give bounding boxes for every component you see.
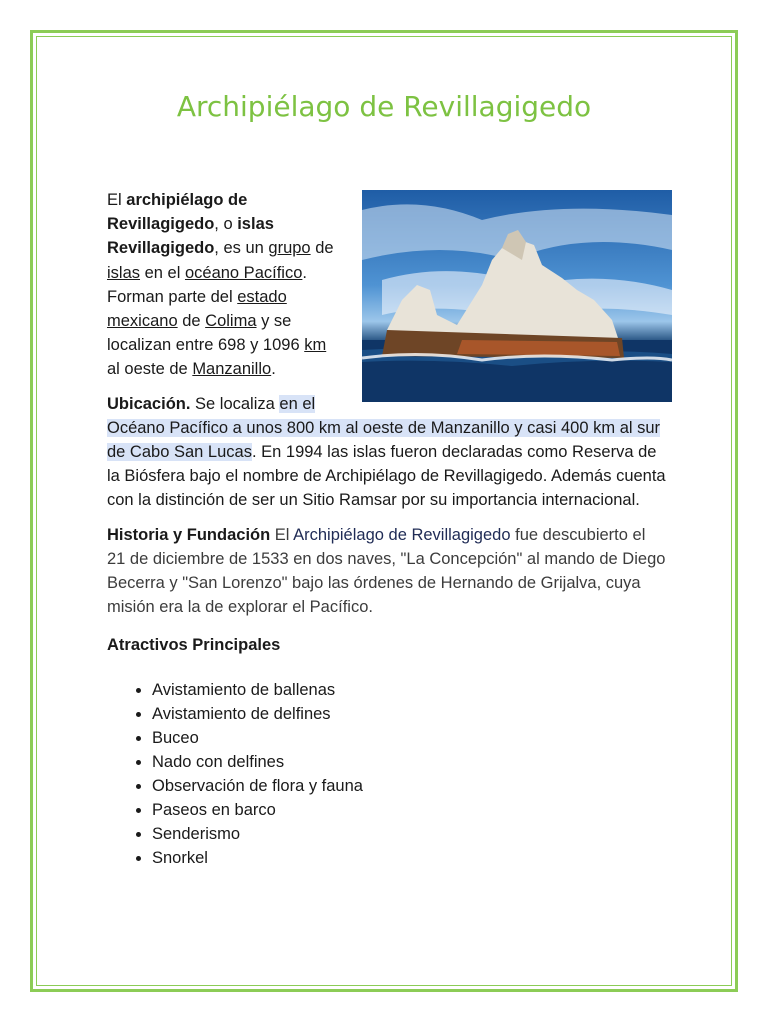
list-item: • Paseos en barco <box>152 798 667 822</box>
page-title: Archipiélago de Revillagigedo <box>176 90 592 123</box>
link-manzanillo[interactable]: Manzanillo <box>192 360 272 379</box>
atractivos-list <box>107 678 667 870</box>
list-item: • Observación de flora y fauna <box>152 774 667 798</box>
island-photo <box>362 190 672 402</box>
link-oceano-pacifico[interactable]: océano Pacífico <box>184 263 303 282</box>
atractivos-heading: Atractivos Principales <box>107 636 281 655</box>
link-islas[interactable]: islas <box>107 263 141 282</box>
historia-heading: Historia y Fundación <box>107 525 271 544</box>
link-km[interactable]: km <box>304 336 327 355</box>
list-item: • Senderismo <box>152 822 667 846</box>
list-item: • Buceo <box>152 726 667 750</box>
atractivos-heading-paragraph <box>107 633 667 657</box>
list-item: • Avistamiento de ballenas <box>152 678 667 702</box>
link-estado-mexicano[interactable]: estado mexicano <box>107 287 287 331</box>
highlighted-text: en el Océano Pacífico a unos 800 km al oeste de Manzanillo y casi 400 km al sur de Cabo San Lucas <box>107 394 661 462</box>
list-item: • Avistamiento de delfines <box>152 702 667 726</box>
list-item: • Nado con delfines <box>152 750 667 774</box>
link-colima[interactable]: Colima <box>205 312 257 331</box>
historia-paragraph: Historia y Fundación El Archipiélago de Revillagigedo fue descubierto el 21 de diciembre de 1533 en dos naves, "La Concepción" al mando de Diego Becerra y "San Lorenzo" bajo las órdenes de Hernando de Grijalva, cuya misión era la de explorar el Pacífico. <box>107 525 666 617</box>
intro-paragraph: El archipiélago de Revillagigedo, o islas Revillagigedo, es un grupo de islas en el océano Pacífico. Forman parte del estado mexicano de Colima y se localizan entre 698 y 1096 km al oeste de Manzanillo. <box>107 191 334 379</box>
link-grupo[interactable]: grupo <box>268 239 311 258</box>
ubicacion-paragraph: Ubicación. Se localiza en el Océano Pacífico a unos 800 km al oeste de Manzanillo y casi 400 km al sur de Cabo San Lucas. En 1994 las islas fueron declaradas como Reserva de la Biósfera bajo el nombre de Archipiélago de Revillagigedo. Además cuenta con la distinción de ser un Sitio Ramsar por su importancia internacional. <box>107 394 666 510</box>
list-item: • Snorkel <box>152 846 667 870</box>
ubicacion-heading: Ubicación. <box>107 394 191 413</box>
document-body <box>107 188 667 870</box>
link-archipielago[interactable]: Archipiélago de Revillagigedo <box>293 525 511 544</box>
